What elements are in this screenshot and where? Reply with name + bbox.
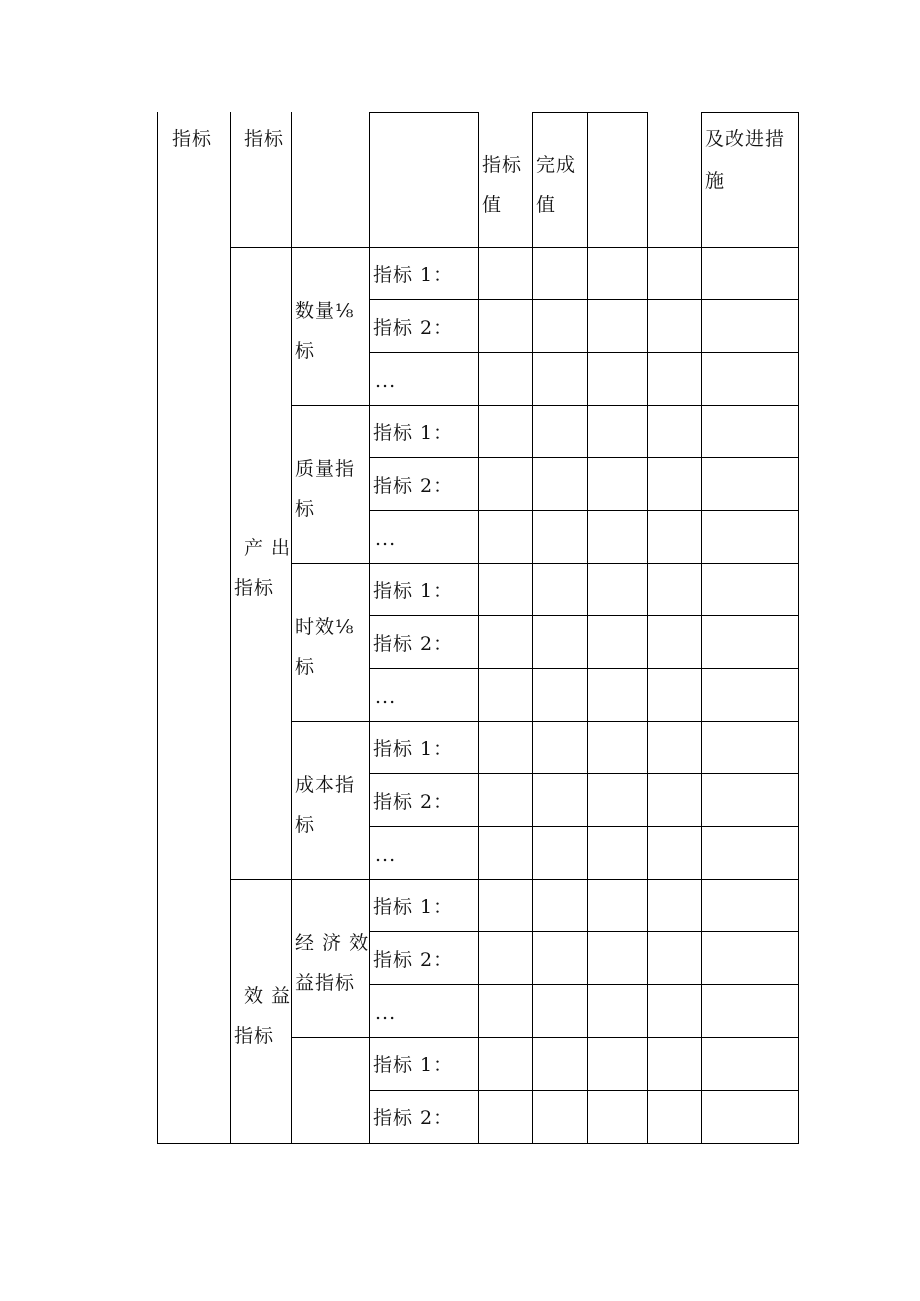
subgroup-quantity-line2: 标 — [295, 340, 316, 362]
row-label: 指标 1： — [373, 264, 454, 286]
col-line-369 — [369, 112, 370, 1144]
row-label: 指标 2： — [373, 475, 454, 497]
row-sep — [369, 457, 799, 458]
row-label: ... — [375, 686, 397, 708]
row-sep — [369, 773, 799, 774]
subgroup-quality-line1: 质量指 — [295, 458, 356, 480]
header-done-value-line1: 完成 — [536, 154, 577, 176]
row-label: 指标 2： — [373, 633, 454, 655]
row-label: 指标 2： — [373, 949, 454, 971]
header-done-value-line2: 值 — [536, 194, 557, 216]
row-sep — [369, 615, 799, 616]
header-top-2 — [532, 112, 647, 113]
subgroup-timeliness-line1: 时效⅛ — [295, 616, 355, 638]
sub-sep-5 — [291, 1037, 799, 1038]
subgroup-cost-line2: 标 — [295, 814, 316, 836]
group-label-output-line1: 产 出 — [244, 537, 292, 559]
sub-sep-3 — [291, 721, 799, 722]
col-line-291 — [291, 112, 292, 1144]
header-measures-line2: 施 — [705, 170, 726, 192]
group-sep — [230, 879, 799, 880]
row-sep — [369, 352, 799, 353]
row-label: ... — [375, 1002, 397, 1024]
row-label: 指标 1： — [373, 1054, 454, 1076]
col-line-478 — [478, 112, 479, 1144]
header-target-value-line2: 值 — [482, 194, 503, 216]
header-target-value-line1: 指标 — [482, 154, 523, 176]
header-top-3 — [701, 112, 799, 113]
header-col2-label: 指标 — [244, 128, 285, 150]
subgroup-quantity-line1: 数量⅛ — [295, 300, 355, 322]
group-label-benefit-line2: 指标 — [234, 1025, 275, 1047]
col-line-587 — [587, 112, 588, 1144]
row-label: 指标 1： — [373, 896, 454, 918]
row-label: ... — [375, 844, 397, 866]
header-top-1 — [369, 112, 478, 113]
row-sep — [369, 510, 799, 511]
subgroup-economic-line1: 经 济 效 — [295, 932, 370, 954]
row-label: ... — [375, 528, 397, 550]
col-line-532 — [532, 112, 533, 1144]
row-label: 指标 2： — [373, 791, 454, 813]
col-line-798 — [798, 112, 799, 1144]
col-line-647 — [647, 112, 648, 1144]
border-left — [157, 112, 158, 1144]
subgroup-timeliness-line2: 标 — [295, 656, 316, 678]
col-line-230 — [230, 112, 231, 1144]
row-label: 指标 2： — [373, 317, 454, 339]
group-label-output-line2: 指标 — [234, 577, 275, 599]
header-bottom — [230, 247, 799, 248]
row-label: 指标 1： — [373, 422, 454, 444]
header-col1-label: 指标 — [172, 128, 213, 150]
subgroup-quality-line2: 标 — [295, 498, 316, 520]
row-sep — [369, 299, 799, 300]
group-label-benefit-line1: 效 益 — [244, 985, 292, 1007]
row-sep — [369, 826, 799, 827]
row-label: 指标 1： — [373, 738, 454, 760]
row-sep — [369, 931, 799, 932]
row-label: 指标 1： — [373, 580, 454, 602]
row-label: ... — [375, 370, 397, 392]
subgroup-cost-line1: 成本指 — [295, 774, 356, 796]
subgroup-economic-line2: 益指标 — [295, 972, 356, 994]
row-sep — [369, 984, 799, 985]
row-label: 指标 2： — [373, 1107, 454, 1129]
sub-sep-2 — [291, 563, 799, 564]
sub-sep-1 — [291, 405, 799, 406]
row-sep — [369, 1090, 799, 1091]
header-measures-line1: 及改进措 — [705, 128, 786, 150]
row-sep — [369, 668, 799, 669]
col-line-701 — [701, 112, 702, 1144]
